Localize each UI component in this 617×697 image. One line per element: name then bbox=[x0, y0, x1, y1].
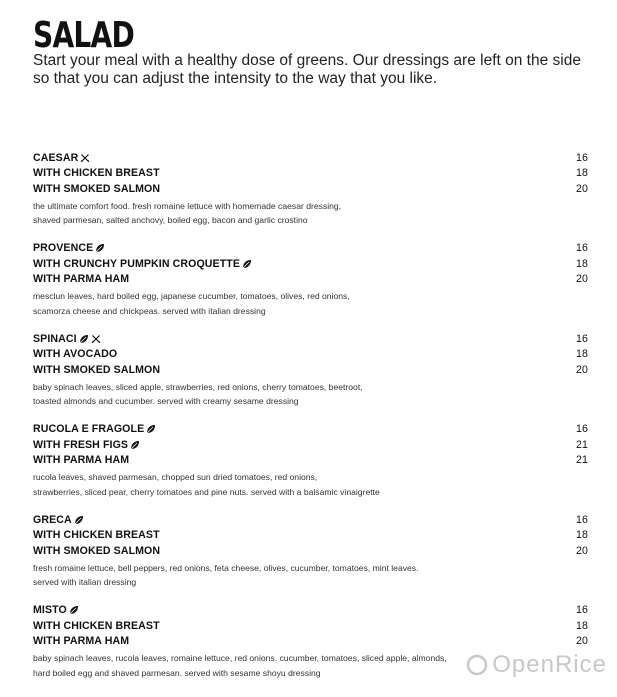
dish-name bbox=[33, 273, 129, 285]
openrice-logo-icon bbox=[466, 654, 488, 676]
dish-price: 16 bbox=[576, 513, 588, 526]
dish-price: 16 bbox=[576, 423, 588, 436]
menu-row bbox=[33, 347, 588, 363]
dish-name-text: WITH PARMA HAM bbox=[33, 635, 130, 648]
dish-name-text: SPINACI bbox=[33, 332, 77, 345]
dish-description bbox=[33, 289, 588, 318]
page-title: SALAD bbox=[33, 15, 134, 56]
dish-name bbox=[33, 620, 160, 632]
vegetarian-icon bbox=[130, 439, 140, 451]
menu-row bbox=[33, 256, 588, 272]
menu-item bbox=[33, 331, 588, 409]
menu-row bbox=[33, 603, 588, 619]
dish-description bbox=[33, 470, 588, 499]
dish-description bbox=[33, 561, 588, 590]
dish-description bbox=[33, 380, 588, 409]
menu-row bbox=[33, 618, 588, 634]
dish-name bbox=[33, 529, 160, 541]
dish-name bbox=[33, 152, 90, 164]
menu-row bbox=[33, 634, 588, 650]
intro-text: Start your meal with a healthy dose of greens. Our dressings are left on the side so that you can adjust the intensity to the way that you like. bbox=[33, 52, 581, 87]
dish-name bbox=[33, 242, 105, 254]
dish-price: 20 bbox=[576, 273, 588, 286]
dish-name-text: MISTO bbox=[33, 604, 67, 617]
dish-price: 20 bbox=[576, 182, 588, 195]
description-line: shaved parmesan, salted anchovy, boiled egg, bacon and garlic crostino bbox=[33, 215, 308, 225]
vegetarian-icon bbox=[242, 258, 252, 270]
dish-name bbox=[33, 635, 129, 647]
dish-name bbox=[33, 423, 156, 435]
menu-row bbox=[33, 422, 588, 438]
dish-name bbox=[33, 364, 160, 376]
menu-item bbox=[33, 512, 588, 590]
menu-list bbox=[33, 150, 588, 693]
dish-name-text: CAESAR bbox=[33, 151, 79, 164]
dish-name-text: WITH CHICKEN BREAST bbox=[33, 529, 160, 542]
dish-name bbox=[33, 167, 160, 179]
description-line: scamorza cheese and chickpeas. served with italian dressing bbox=[33, 305, 266, 316]
description-line: strawberries, sliced pear, cherry tomatoes and pine nuts. served with a balsamic vinaigrette bbox=[33, 486, 380, 497]
vegetarian-icon bbox=[79, 333, 89, 345]
dish-price: 16 bbox=[576, 332, 588, 345]
dish-name-text: WITH PARMA HAM bbox=[33, 454, 130, 467]
dish-name-text: WITH PARMA HAM bbox=[33, 273, 130, 286]
dish-name bbox=[33, 333, 101, 345]
description-line: rucola leaves, shaved parmesan, chopped sun dried tomatoes, red onions, bbox=[33, 472, 318, 482]
dish-name bbox=[33, 604, 79, 616]
dish-price: 20 bbox=[576, 544, 588, 557]
dish-price: 18 bbox=[576, 257, 588, 270]
vegetarian-icon bbox=[69, 604, 79, 616]
dish-name bbox=[33, 183, 160, 195]
vegetarian-icon bbox=[146, 423, 156, 435]
dish-name bbox=[33, 258, 252, 270]
dish-name bbox=[33, 514, 84, 526]
description-line: mesclun leaves, hard boiled egg, japanese cucumber, tomatoes, olives, red onions, bbox=[33, 291, 350, 301]
dish-name bbox=[33, 454, 129, 466]
dish-price: 16 bbox=[576, 242, 588, 255]
dish-name-text: GRECA bbox=[33, 513, 72, 526]
dish-name bbox=[33, 348, 117, 360]
dish-price: 20 bbox=[576, 635, 588, 648]
dish-price: 16 bbox=[576, 151, 588, 164]
menu-row bbox=[33, 166, 588, 182]
menu-row bbox=[33, 362, 588, 378]
description-line: hard boiled egg and shaved parmesan. served with sesame shoyu dressing bbox=[33, 667, 321, 678]
description-line: fresh romaine lettuce, bell peppers, red onions, feta cheese, olives, cucumber, tomatoes, mint leaves. bbox=[33, 562, 419, 573]
no-pork-icon bbox=[91, 333, 101, 345]
menu-item bbox=[33, 241, 588, 319]
watermark-text: OpenRice bbox=[492, 651, 607, 678]
dish-price: 20 bbox=[576, 363, 588, 376]
dish-price: 16 bbox=[576, 604, 588, 617]
dish-price: 18 bbox=[576, 348, 588, 361]
menu-item bbox=[33, 150, 588, 228]
dish-price: 18 bbox=[576, 167, 588, 180]
menu-row bbox=[33, 453, 588, 469]
menu-row bbox=[33, 437, 588, 453]
description-line: toasted almonds and cucumber. served with creamy sesame dressing bbox=[33, 396, 299, 406]
description-line: baby spinach leaves, sliced apple, strawberries, red onions, cherry tomatoes, beetroot, bbox=[33, 381, 363, 392]
dish-name-text: WITH SMOKED SALMON bbox=[33, 544, 161, 557]
dish-name-text: PROVENCE bbox=[33, 242, 94, 255]
dish-name-text: WITH CHICKEN BREAST bbox=[33, 167, 160, 180]
openrice-watermark bbox=[466, 651, 607, 679]
menu-row bbox=[33, 272, 588, 288]
dish-name bbox=[33, 545, 160, 557]
dish-name-text: WITH AVOCADO bbox=[33, 348, 118, 361]
vegetarian-icon bbox=[95, 242, 105, 254]
menu-row bbox=[33, 512, 588, 528]
no-pork-icon bbox=[80, 152, 90, 164]
dish-name-text: WITH CHICKEN BREAST bbox=[33, 619, 160, 632]
vegetarian-icon bbox=[74, 514, 84, 526]
dish-price: 21 bbox=[576, 438, 588, 451]
dish-name-text: WITH CRUNCHY PUMPKIN CROQUETTE bbox=[33, 257, 241, 270]
dish-description bbox=[33, 199, 588, 228]
menu-row bbox=[33, 150, 588, 166]
menu-row bbox=[33, 528, 588, 544]
dish-name bbox=[33, 439, 140, 451]
dish-price: 18 bbox=[576, 529, 588, 542]
menu-item bbox=[33, 422, 588, 500]
dish-name-text: WITH SMOKED SALMON bbox=[33, 182, 161, 195]
menu-row bbox=[33, 241, 588, 257]
menu-row bbox=[33, 181, 588, 197]
description-line: the ultimate comfort food. fresh romaine lettuce with homemade caesar dressing, bbox=[33, 200, 342, 211]
dish-name-text: RUCOLA E FRAGOLE bbox=[33, 423, 145, 436]
dish-price: 18 bbox=[576, 619, 588, 632]
description-line: baby spinach leaves, rucola leaves, romaine lettuce, red onions. cucumber, tomatoes, sliced apple, almonds, bbox=[33, 653, 447, 663]
menu-row bbox=[33, 331, 588, 347]
dish-name-text: WITH SMOKED SALMON bbox=[33, 363, 161, 376]
dish-price: 21 bbox=[576, 454, 588, 467]
description-line: served with italian dressing bbox=[33, 577, 137, 587]
dish-name-text: WITH FRESH FIGS bbox=[33, 438, 129, 451]
menu-row bbox=[33, 543, 588, 559]
